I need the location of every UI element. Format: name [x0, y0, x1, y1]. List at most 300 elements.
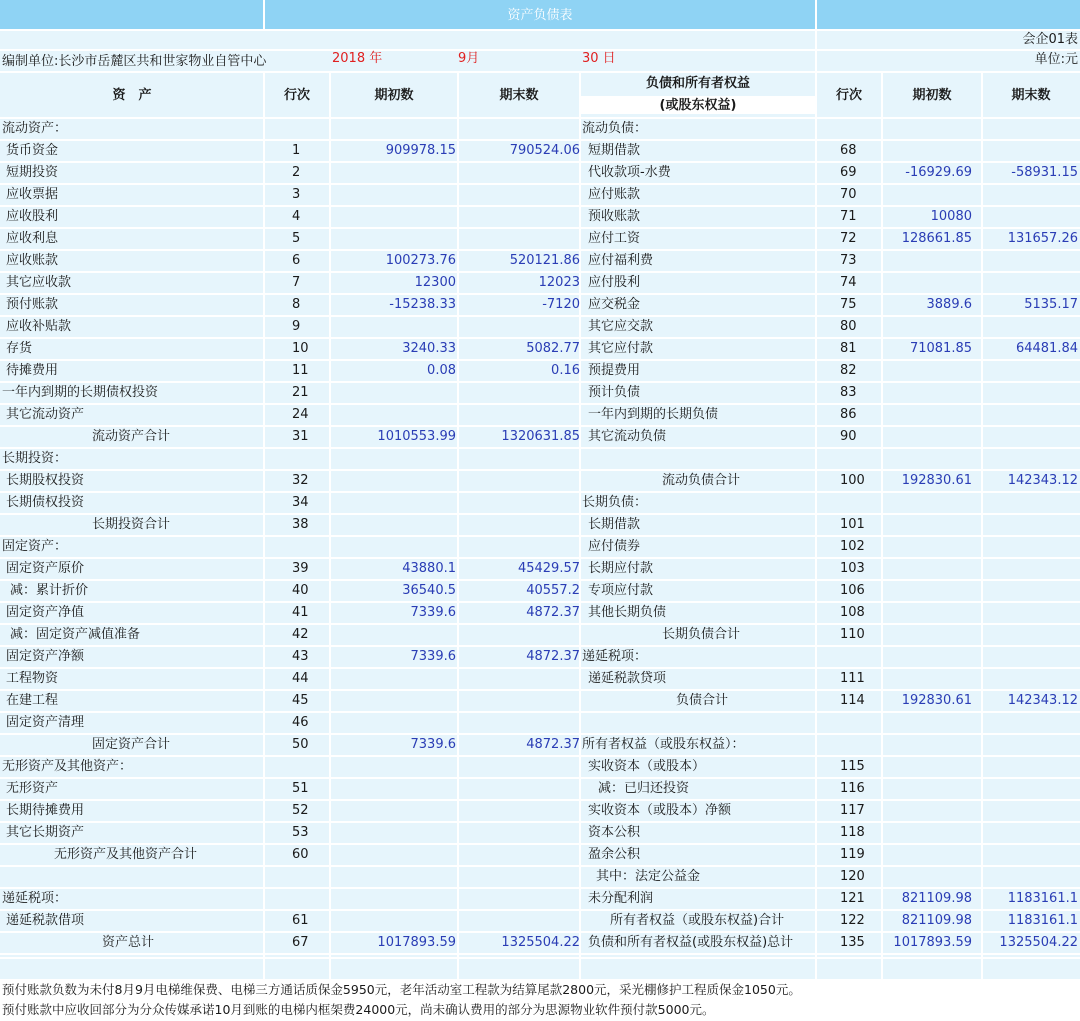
liability-end-value: 1183161.1: [1007, 891, 1078, 906]
asset-begin-value: [330, 448, 456, 470]
asset-begin-value: [330, 800, 456, 822]
asset-name: 固定资产净额: [6, 649, 85, 664]
liability-begin-value: [882, 118, 972, 140]
liability-begin-value: [882, 448, 972, 470]
liability-line-no: 116: [840, 781, 865, 796]
asset-end-value: [458, 778, 580, 800]
liability-line-no: 110: [840, 627, 865, 642]
asset-end-value: -7120: [542, 297, 580, 312]
asset-name: 其它流动资产: [6, 407, 85, 422]
liability-name: 负债和所有者权益(或股东权益)总计: [588, 935, 794, 950]
asset-name: 应收股利: [6, 209, 59, 224]
liability-begin-value: 128661.85: [901, 231, 972, 246]
asset-end-value: [458, 888, 580, 910]
liability-end-value: [982, 624, 1078, 646]
liability-end-value: [982, 448, 1078, 470]
liability-name: 流动负债合计: [662, 473, 741, 488]
asset-end-value: [458, 910, 580, 932]
liability-name: [588, 448, 816, 470]
asset-end-value: [458, 822, 580, 844]
liability-line-no: 115: [840, 759, 865, 774]
asset-name: 减：固定资产减值准备: [10, 627, 141, 642]
liability-end-value: 64481.84: [1015, 341, 1078, 356]
liability-end-value: [982, 580, 1078, 602]
liability-name: 递延税款贷项: [588, 671, 667, 686]
liability-name: 负债合计: [676, 693, 729, 708]
liability-begin-value: [882, 822, 972, 844]
liability-end-value: [982, 272, 1078, 294]
liability-line-no: 106: [840, 583, 865, 598]
asset-begin-value: 7339.6: [410, 649, 456, 664]
asset-name: 其它长期资产: [6, 825, 85, 840]
liability-begin-value: [882, 272, 972, 294]
liability-end-value: [982, 140, 1078, 162]
liability-line-no: 86: [840, 407, 857, 422]
liability-name: [588, 712, 816, 734]
liability-name: 长期应付款: [588, 561, 654, 576]
liability-begin-value: [882, 184, 972, 206]
liability-end-value: [982, 822, 1078, 844]
asset-begin-value: -15238.33: [389, 297, 456, 312]
asset-line-no: 53: [292, 825, 309, 840]
asset-begin-value: [330, 470, 456, 492]
asset-name: 递延税项：: [2, 891, 68, 906]
asset-name: 应收利息: [6, 231, 59, 246]
liability-end-value: [982, 426, 1078, 448]
asset-begin-value: [330, 206, 456, 228]
liability-name: 一年内到期的长期负债: [588, 407, 719, 422]
asset-begin-value: 0.08: [427, 363, 456, 378]
liability-name: 所有者权益（或股东权益)合计: [610, 913, 785, 928]
liability-name: 应付福利费: [588, 253, 654, 268]
asset-line-no: 2: [292, 165, 301, 180]
asset-line-no: 9: [292, 319, 301, 334]
asset-line-no: 50: [292, 737, 309, 752]
asset-name: 短期投资: [6, 165, 59, 180]
asset-line-no: 8: [292, 297, 301, 312]
liability-line-no: 72: [840, 231, 857, 246]
header-liabilities-sub: (或股东权益): [659, 98, 737, 113]
liability-end-value: [982, 558, 1078, 580]
asset-line-no: 67: [292, 935, 309, 950]
asset-begin-value: 1010553.99: [377, 429, 456, 444]
asset-name: 流动资产合计: [92, 429, 171, 444]
liability-begin-value: [882, 866, 972, 888]
reporting-unit: 编制单位:长沙市岳麓区共和世家物业自管中心: [2, 54, 267, 69]
asset-begin-value: [330, 712, 456, 734]
asset-end-value: 4872.37: [526, 737, 580, 752]
asset-begin-value: [330, 844, 456, 866]
liability-begin-value: 192830.61: [901, 693, 972, 708]
liability-line-no: 69: [840, 165, 857, 180]
liability-line-no: 73: [840, 253, 857, 268]
date-month: 9月: [458, 51, 480, 66]
asset-begin-value: [330, 118, 456, 140]
asset-line-no: 11: [292, 363, 309, 378]
liability-line-no: 118: [840, 825, 865, 840]
asset-name: 固定资产：: [2, 539, 68, 554]
liability-begin-value: [882, 536, 972, 558]
asset-line-no: 41: [292, 605, 309, 620]
asset-end-value: 790524.06: [509, 143, 580, 158]
liability-begin-value: [882, 360, 972, 382]
asset-end-value: 0.16: [551, 363, 580, 378]
asset-begin-value: [330, 536, 456, 558]
asset-begin-value: [330, 228, 456, 250]
liability-name: 短期借款: [588, 143, 641, 158]
liability-begin-value: [882, 316, 972, 338]
asset-end-value: [458, 470, 580, 492]
asset-begin-value: 43880.1: [402, 561, 456, 576]
asset-begin-value: [330, 690, 456, 712]
liability-line-no: 80: [840, 319, 857, 334]
liability-name: 长期负债：: [582, 495, 648, 510]
asset-end-value: [458, 404, 580, 426]
liability-begin-value: -16929.69: [905, 165, 972, 180]
liability-end-value: [982, 118, 1078, 140]
asset-name: 存货: [6, 341, 33, 356]
header-begin-right: 期初数: [912, 88, 952, 103]
asset-begin-value: [330, 492, 456, 514]
liability-begin-value: [882, 602, 972, 624]
liability-end-value: 131657.26: [1007, 231, 1078, 246]
header-end-right: 期末数: [1011, 88, 1051, 103]
note-2: 预付账款中应收回部分为分众传媒承诺10月到账的电梯内框架费24000元，尚未确认费用的部分为思源物业软件预付款5000元。: [2, 1002, 715, 1017]
asset-line-no: 45: [292, 693, 309, 708]
header-end: 期末数: [499, 88, 539, 103]
liability-end-value: [982, 646, 1078, 668]
asset-line-no: 5: [292, 231, 301, 246]
asset-end-value: [458, 756, 580, 778]
liability-end-value: [982, 844, 1078, 866]
asset-end-value: 12023: [538, 275, 580, 290]
liability-name: 未分配利润: [588, 891, 654, 906]
asset-begin-value: 7339.6: [410, 737, 456, 752]
liability-end-value: 1183161.1: [1007, 913, 1078, 928]
asset-end-value: [458, 448, 580, 470]
liability-end-value: [982, 206, 1078, 228]
header-line-no: 行次: [283, 88, 310, 103]
liability-end-value: [982, 866, 1078, 888]
liability-end-value: [982, 492, 1078, 514]
liability-name: 应交税金: [588, 297, 641, 312]
liability-begin-value: [882, 800, 972, 822]
liability-name: 减：已归还投资: [598, 781, 690, 796]
liability-line-no: 108: [840, 605, 865, 620]
asset-begin-value: [330, 514, 456, 536]
asset-begin-value: 100273.76: [385, 253, 456, 268]
liability-begin-value: 192830.61: [901, 473, 972, 488]
asset-end-value: [458, 382, 580, 404]
asset-begin-value: [330, 316, 456, 338]
liability-end-value: -58931.15: [1011, 165, 1078, 180]
asset-end-value: [458, 162, 580, 184]
asset-end-value: [458, 206, 580, 228]
liability-line-no: 135: [840, 935, 865, 950]
asset-end-value: [458, 668, 580, 690]
liability-name: 盈余公积: [588, 847, 641, 862]
asset-line-no: [292, 866, 330, 888]
liability-name: 实收资本（或股本）净额: [588, 803, 732, 818]
liability-end-value: [982, 360, 1078, 382]
liability-line-no: 103: [840, 561, 865, 576]
asset-line-no: 51: [292, 781, 309, 796]
header-line-no-right: 行次: [835, 88, 862, 103]
asset-name: 应收账款: [6, 253, 59, 268]
asset-end-value: 1325504.22: [501, 935, 580, 950]
liability-name: 递延税项：: [582, 649, 648, 664]
liability-end-value: [982, 778, 1078, 800]
asset-begin-value: 36540.5: [402, 583, 456, 598]
asset-end-value: 4872.37: [526, 605, 580, 620]
liability-line-no: 121: [840, 891, 865, 906]
liability-begin-value: 71081.85: [909, 341, 972, 356]
asset-end-value: [458, 316, 580, 338]
liability-line-no: 120: [840, 869, 865, 884]
asset-name: 长期债权投资: [6, 495, 85, 510]
liability-line-no: [840, 734, 882, 756]
liability-end-value: [982, 514, 1078, 536]
asset-begin-value: [330, 756, 456, 778]
asset-end-value: [458, 844, 580, 866]
asset-end-value: [458, 536, 580, 558]
asset-end-value: [458, 866, 580, 888]
asset-line-no: 40: [292, 583, 309, 598]
asset-line-no: 4: [292, 209, 301, 224]
liability-line-no: [840, 118, 882, 140]
asset-line-no: 32: [292, 473, 309, 488]
liability-end-value: [982, 536, 1078, 558]
asset-name: 其它应收款: [6, 275, 72, 290]
liability-line-no: 122: [840, 913, 865, 928]
asset-name: 固定资产原价: [6, 561, 85, 576]
liability-end-value: [982, 316, 1078, 338]
asset-begin-value: 3240.33: [402, 341, 456, 356]
asset-line-no: 39: [292, 561, 309, 576]
asset-name: 无形资产: [6, 781, 59, 796]
liability-name: 流动负债：: [582, 121, 648, 136]
asset-line-no: 21: [292, 385, 309, 400]
liability-line-no: 75: [840, 297, 857, 312]
liability-name: 应付工资: [588, 231, 641, 246]
asset-begin-value: 12300: [414, 275, 456, 290]
liability-begin-value: [882, 712, 972, 734]
asset-end-value: 5082.77: [526, 341, 580, 356]
asset-name: 一年内到期的长期债权投资: [2, 385, 159, 400]
header-asset: 资 产: [112, 88, 152, 103]
asset-name: 长期股权投资: [6, 473, 85, 488]
asset-name: 应收补贴款: [6, 319, 72, 334]
asset-name: 递延税款借项: [6, 913, 85, 928]
asset-begin-value: [330, 624, 456, 646]
liability-line-no: 119: [840, 847, 865, 862]
liability-begin-value: [882, 778, 972, 800]
liability-line-no: 74: [840, 275, 857, 290]
asset-line-no: 60: [292, 847, 309, 862]
liability-begin-value: [882, 514, 972, 536]
asset-begin-value: [330, 866, 456, 888]
liability-end-value: 5135.17: [1024, 297, 1078, 312]
liability-line-no: 101: [840, 517, 865, 532]
asset-end-value: [458, 712, 580, 734]
liability-begin-value: 1017893.59: [893, 935, 972, 950]
liability-line-no: 111: [840, 671, 865, 686]
liability-begin-value: 821109.98: [901, 913, 972, 928]
liability-begin-value: [882, 624, 972, 646]
asset-begin-value: [330, 778, 456, 800]
form-id: 会企01表: [1022, 32, 1078, 47]
liability-line-no: 68: [840, 143, 857, 158]
liability-end-value: [982, 404, 1078, 426]
liability-line-no: 100: [840, 473, 865, 488]
liability-line-no: [840, 712, 882, 734]
liability-line-no: 71: [840, 209, 857, 224]
liability-line-no: 90: [840, 429, 857, 444]
liability-name: 其它应交款: [588, 319, 654, 334]
liability-end-value: [982, 602, 1078, 624]
sheet-title: 资产负债表: [507, 8, 573, 23]
liability-begin-value: [882, 734, 972, 756]
asset-line-no: 31: [292, 429, 309, 444]
liability-begin-value: [882, 580, 972, 602]
liability-line-no: 114: [840, 693, 865, 708]
asset-line-no: 38: [292, 517, 309, 532]
liability-name: 其它流动负债: [588, 429, 667, 444]
asset-begin-value: [330, 668, 456, 690]
liability-name: 长期借款: [588, 517, 641, 532]
liability-end-value: [982, 382, 1078, 404]
liability-end-value: [982, 800, 1078, 822]
liability-end-value: [982, 734, 1078, 756]
liability-line-no: 102: [840, 539, 865, 554]
asset-line-no: 61: [292, 913, 309, 928]
asset-name: 固定资产合计: [92, 737, 171, 752]
liability-begin-value: 821109.98: [901, 891, 972, 906]
liability-end-value: [982, 250, 1078, 272]
asset-line-no: [292, 448, 330, 470]
asset-name: 固定资产净值: [6, 605, 85, 620]
asset-line-no: 52: [292, 803, 309, 818]
asset-line-no: [292, 118, 330, 140]
asset-name: 长期投资：: [2, 451, 68, 466]
asset-begin-value: [330, 822, 456, 844]
liability-name: 资本公积: [588, 825, 641, 840]
asset-begin-value: [330, 382, 456, 404]
liability-line-no: 82: [840, 363, 857, 378]
liability-end-value: [982, 668, 1078, 690]
liability-end-value: [982, 756, 1078, 778]
liability-name: 应付债券: [588, 539, 641, 554]
asset-end-value: [458, 118, 580, 140]
header-begin: 期初数: [374, 88, 414, 103]
liability-name: 其他长期负债: [588, 605, 667, 620]
liability-begin-value: [882, 756, 972, 778]
asset-name: [2, 866, 264, 888]
liability-name: 所有者权益（或股东权益）：: [582, 737, 745, 752]
asset-end-value: [458, 624, 580, 646]
liability-begin-value: [882, 382, 972, 404]
asset-line-no: 1: [292, 143, 301, 158]
asset-line-no: [292, 888, 330, 910]
liability-name: 预提费用: [588, 363, 641, 378]
liability-name: 代收款项-水费: [588, 165, 671, 180]
asset-line-no: 43: [292, 649, 309, 664]
liability-name: 预收账款: [588, 209, 641, 224]
asset-begin-value: [330, 184, 456, 206]
liability-begin-value: [882, 492, 972, 514]
asset-end-value: [458, 492, 580, 514]
asset-name: 无形资产及其他资产合计: [54, 847, 198, 862]
liability-line-no: 81: [840, 341, 857, 356]
asset-name: 减：累计折价: [10, 583, 89, 598]
asset-begin-value: [330, 888, 456, 910]
asset-end-value: [458, 800, 580, 822]
note-1: 预付账款负数为未付8月9月电梯维保费、电梯三方通话质保金5950元，老年活动室工程款为结算尾款2800元，采光棚修护工程质保金1050元。: [2, 982, 801, 997]
asset-end-value: 4872.37: [526, 649, 580, 664]
asset-end-value: [458, 690, 580, 712]
liability-line-no: [840, 492, 882, 514]
liability-line-no: 83: [840, 385, 857, 400]
asset-line-no: [292, 536, 330, 558]
asset-line-no: 6: [292, 253, 301, 268]
liability-line-no: 117: [840, 803, 865, 818]
liability-name: 应付账款: [588, 187, 641, 202]
liability-line-no: 70: [840, 187, 857, 202]
asset-end-value: 40557.2: [526, 583, 580, 598]
asset-end-value: [458, 514, 580, 536]
liability-begin-value: [882, 558, 972, 580]
asset-line-no: 10: [292, 341, 309, 356]
asset-line-no: 7: [292, 275, 301, 290]
asset-end-value: 520121.86: [509, 253, 580, 268]
asset-line-no: 44: [292, 671, 309, 686]
asset-line-no: 42: [292, 627, 309, 642]
liability-line-no: [840, 448, 882, 470]
asset-name: 资产总计: [102, 935, 155, 950]
asset-name: 固定资产清理: [6, 715, 85, 730]
asset-line-no: 24: [292, 407, 309, 422]
asset-end-value: 1320631.85: [501, 429, 580, 444]
asset-end-value: [458, 184, 580, 206]
asset-name: 在建工程: [6, 693, 59, 708]
asset-line-no: 46: [292, 715, 309, 730]
asset-name: 无形资产及其他资产：: [2, 759, 133, 774]
liability-name: 专项应付款: [588, 583, 654, 598]
asset-begin-value: 7339.6: [410, 605, 456, 620]
asset-begin-value: [330, 910, 456, 932]
asset-line-no: [292, 756, 330, 778]
asset-begin-value: [330, 404, 456, 426]
asset-line-no: 34: [292, 495, 309, 510]
asset-end-value: 45429.57: [517, 561, 580, 576]
date-year: 2018 年: [332, 51, 383, 66]
liability-begin-value: [882, 426, 972, 448]
asset-name: 货币资金: [6, 143, 59, 158]
liability-name: 长期负债合计: [662, 627, 741, 642]
asset-name: 长期待摊费用: [6, 803, 85, 818]
liability-name: 其中：法定公益金: [596, 869, 701, 884]
liability-begin-value: [882, 404, 972, 426]
date-day: 30 日: [582, 51, 616, 66]
asset-begin-value: 909978.15: [385, 143, 456, 158]
liability-end-value: 1325504.22: [999, 935, 1078, 950]
liability-begin-value: [882, 646, 972, 668]
liability-end-value: 142343.12: [1007, 473, 1078, 488]
liability-begin-value: 10080: [930, 209, 972, 224]
asset-name: 工程物资: [6, 671, 59, 686]
liability-end-value: 142343.12: [1007, 693, 1078, 708]
liability-begin-value: 3889.6: [926, 297, 972, 312]
